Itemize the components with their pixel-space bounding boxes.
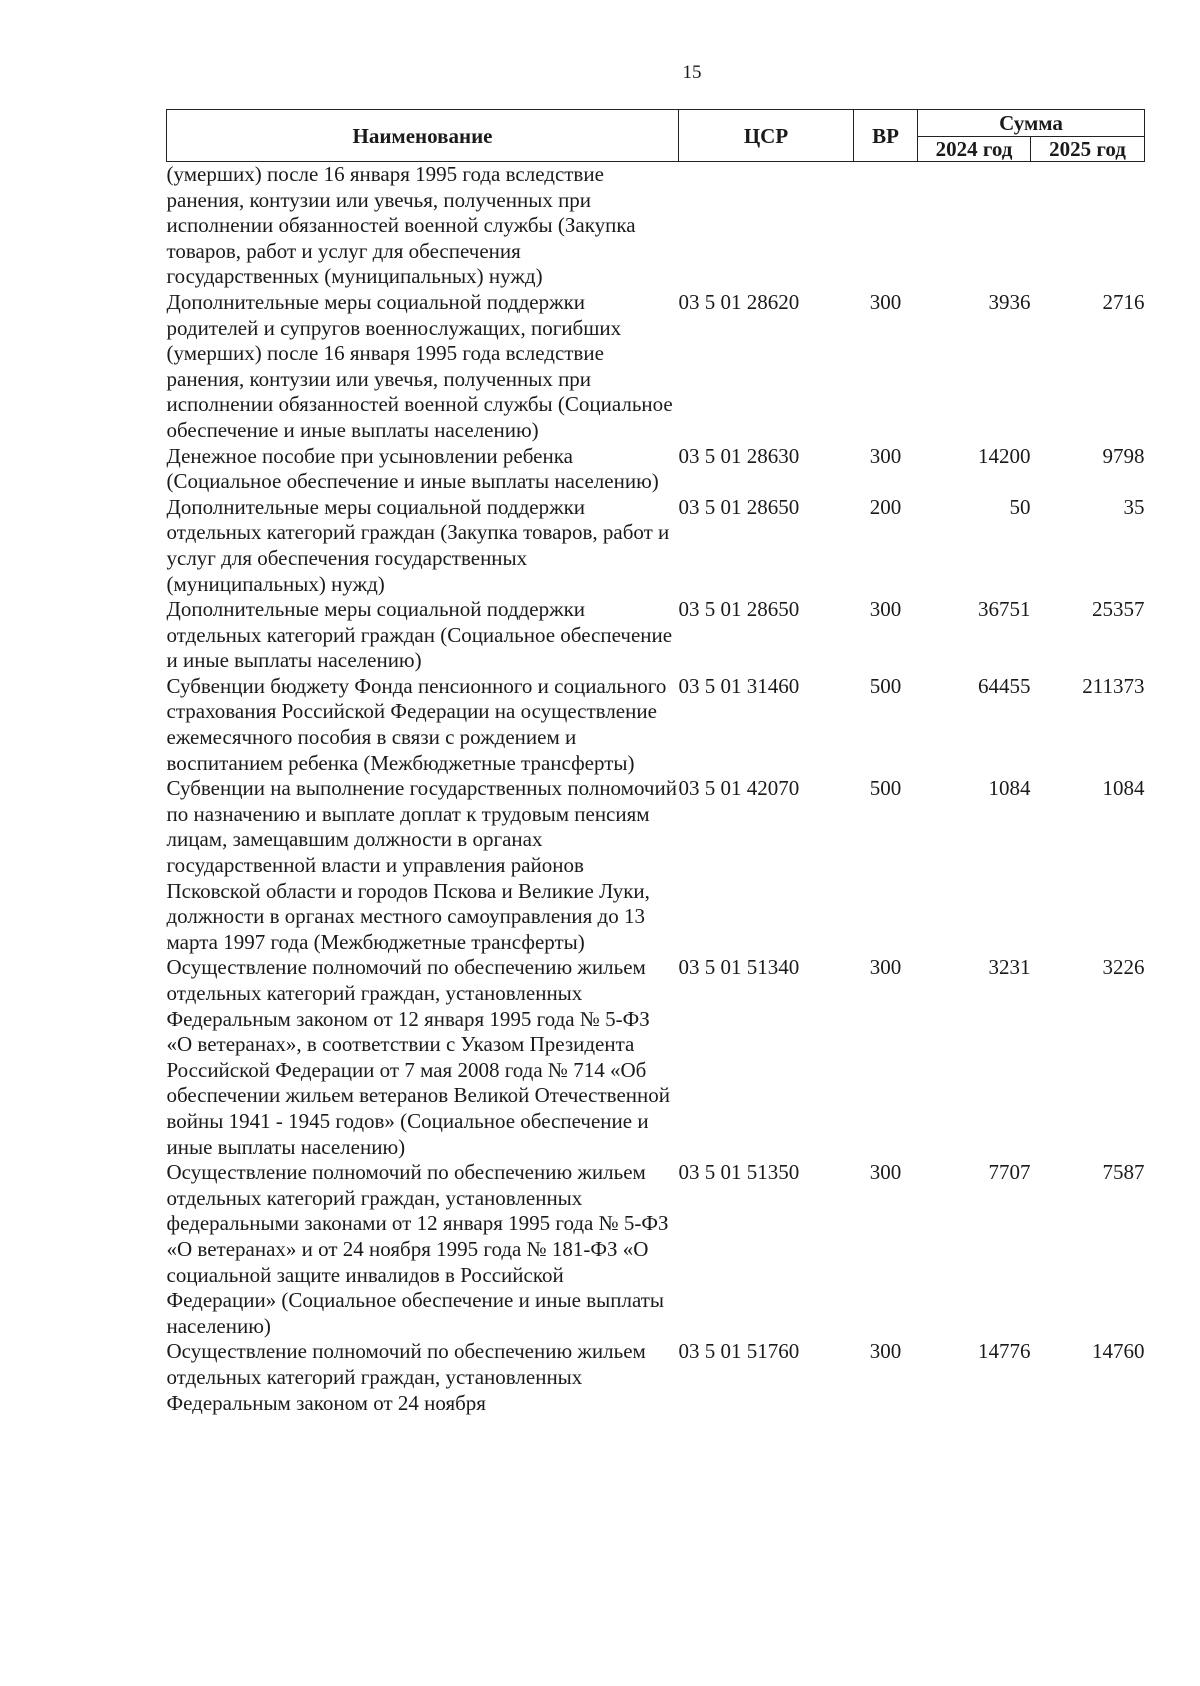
row-sum-2024: 36751 bbox=[978, 597, 1031, 622]
table-body bbox=[167, 162, 1145, 1417]
row-sum-2024: 7707 bbox=[988, 1160, 1031, 1185]
row-name: (умерших) после 16 января 1995 года вследствие ранения, контузии или увечья, полученных при исполнении обязанностей военной службы (Закупка товаров, работ и услуг для обеспечения государственных (муниципальных) нужд) bbox=[166, 162, 636, 289]
row-sum-2025: 211373 bbox=[1082, 673, 1145, 698]
table-row bbox=[167, 444, 1145, 495]
row-name: Субвенции бюджету Фонда пенсионного и социального страхования Российской Федерации на осуществление ежемесячного пособия в связи с рождением и воспитанием ребенка (Межбюджетные трансферты) bbox=[166, 673, 667, 775]
row-sum-2025: 14760 bbox=[1092, 1339, 1145, 1364]
header-year-2024: 2024 год bbox=[918, 137, 1031, 162]
row-csr: 03 5 01 42070 bbox=[678, 776, 800, 801]
row-name: Субвенции на выполнение государственных полномочий по назначению и выплате доплат к трудовым пенсиям лицам, замещавшим должности в органах государственной власти и управления районов Псковской области и городов Пскова и Великие Луки, должности в органах местного самоуправления до 13 марта 1997 года (Межбюджетные трансферты) bbox=[166, 776, 677, 954]
row-vr: 500 bbox=[869, 776, 902, 801]
row-vr: 300 bbox=[869, 1160, 902, 1185]
row-csr: 03 5 01 28650 bbox=[678, 494, 800, 519]
row-sum-2025: 35 bbox=[1123, 494, 1145, 519]
row-csr: 03 5 01 31460 bbox=[678, 673, 800, 698]
header-name: Наименование bbox=[167, 110, 679, 162]
row-vr: 200 bbox=[869, 494, 902, 519]
table-row bbox=[167, 495, 1145, 597]
row-name: Денежное пособие при усыновлении ребенка (Социальное обеспечение и иные выплаты населению) bbox=[166, 443, 659, 494]
table-row bbox=[167, 776, 1145, 955]
row-name: Дополнительные меры социальной поддержки отдельных категорий граждан (Социальное обеспечение и иные выплаты населению) bbox=[166, 597, 673, 673]
page-number: 15 bbox=[682, 62, 702, 83]
table-row bbox=[167, 1339, 1145, 1416]
row-name: Дополнительные меры социальной поддержки отдельных категорий граждан (Закупка товаров, работ и услуг для обеспечения государственных (муниципальных) нужд) bbox=[166, 494, 670, 596]
row-vr: 300 bbox=[869, 1339, 902, 1364]
table-row bbox=[167, 290, 1145, 444]
row-sum-2025: 7587 bbox=[1102, 1160, 1145, 1185]
header-year-2025: 2025 год bbox=[1031, 137, 1145, 162]
row-sum-2025: 2716 bbox=[1102, 289, 1145, 314]
row-vr: 300 bbox=[869, 597, 902, 622]
table-row bbox=[167, 162, 1145, 290]
row-csr: 03 5 01 51340 bbox=[678, 955, 800, 980]
row-vr: 300 bbox=[869, 955, 902, 980]
row-sum-2024: 3936 bbox=[988, 289, 1031, 314]
row-csr: 03 5 01 51760 bbox=[678, 1339, 800, 1364]
row-csr: 03 5 01 28620 bbox=[678, 289, 800, 314]
row-csr: 03 5 01 28630 bbox=[678, 443, 800, 468]
budget-table bbox=[166, 109, 1145, 1416]
row-name: Дополнительные меры социальной поддержки родителей и супругов военнослужащих, погибших (умерших) после 16 января 1995 года вследствие ранения, контузии или увечья, полученных при исполнении обязанностей военной службы (Социальное обеспечение и иные выплаты населению) bbox=[166, 289, 673, 442]
row-sum-2024: 3231 bbox=[988, 955, 1031, 980]
row-sum-2024: 14776 bbox=[978, 1339, 1031, 1364]
row-csr bbox=[679, 162, 854, 290]
header-vr: ВР bbox=[854, 110, 918, 162]
row-sum-2024: 14200 bbox=[978, 443, 1031, 468]
row-sum-2025 bbox=[1031, 162, 1145, 290]
row-sum-2024: 50 bbox=[1009, 494, 1031, 519]
row-name: Осуществление полномочий по обеспечению жильем отдельных категорий граждан, установленных федеральными законами от 12 января 1995 года № 5-ФЗ «О ветеранах» и от 24 ноября 1995 года № 181-ФЗ «О социальной защите инвалидов в Российской Федерации» (Социальное обеспечение и иные выплаты населению) bbox=[166, 1160, 669, 1338]
row-csr: 03 5 01 51350 bbox=[678, 1160, 800, 1185]
row-sum-2024: 64455 bbox=[978, 673, 1031, 698]
table-row bbox=[167, 597, 1145, 674]
header-sum: Сумма bbox=[918, 110, 1145, 137]
row-vr: 300 bbox=[869, 443, 902, 468]
table-row bbox=[167, 1160, 1145, 1339]
row-vr: 300 bbox=[869, 289, 902, 314]
row-vr bbox=[854, 162, 918, 290]
row-csr: 03 5 01 28650 bbox=[678, 597, 800, 622]
row-vr: 500 bbox=[869, 673, 902, 698]
table-header bbox=[167, 110, 1145, 162]
row-sum-2025: 9798 bbox=[1102, 443, 1145, 468]
row-name: Осуществление полномочий по обеспечению жильем отдельных категорий граждан, установленных Федеральным законом от 24 ноября bbox=[166, 1339, 646, 1415]
row-sum-2025: 3226 bbox=[1102, 955, 1145, 980]
table-row bbox=[167, 955, 1145, 1160]
row-sum-2024 bbox=[918, 162, 1031, 290]
row-sum-2024: 1084 bbox=[988, 776, 1031, 801]
table-row bbox=[167, 674, 1145, 776]
row-name: Осуществление полномочий по обеспечению жильем отдельных категорий граждан, установленных Федеральным законом от 12 января 1995 года № 5-ФЗ «О ветеранах», в соответствии с Указом Президента Российской Федерации от 7 мая 2008 года № 714 «Об обеспечении жильем ветеранов Великой Отечественной войны 1941 - 1945 годов» (Социальное обеспечение и иные выплаты населению) bbox=[166, 955, 670, 1159]
row-sum-2025: 25357 bbox=[1092, 597, 1145, 622]
header-csr: ЦСР bbox=[679, 110, 854, 162]
row-sum-2025: 1084 bbox=[1102, 776, 1145, 801]
